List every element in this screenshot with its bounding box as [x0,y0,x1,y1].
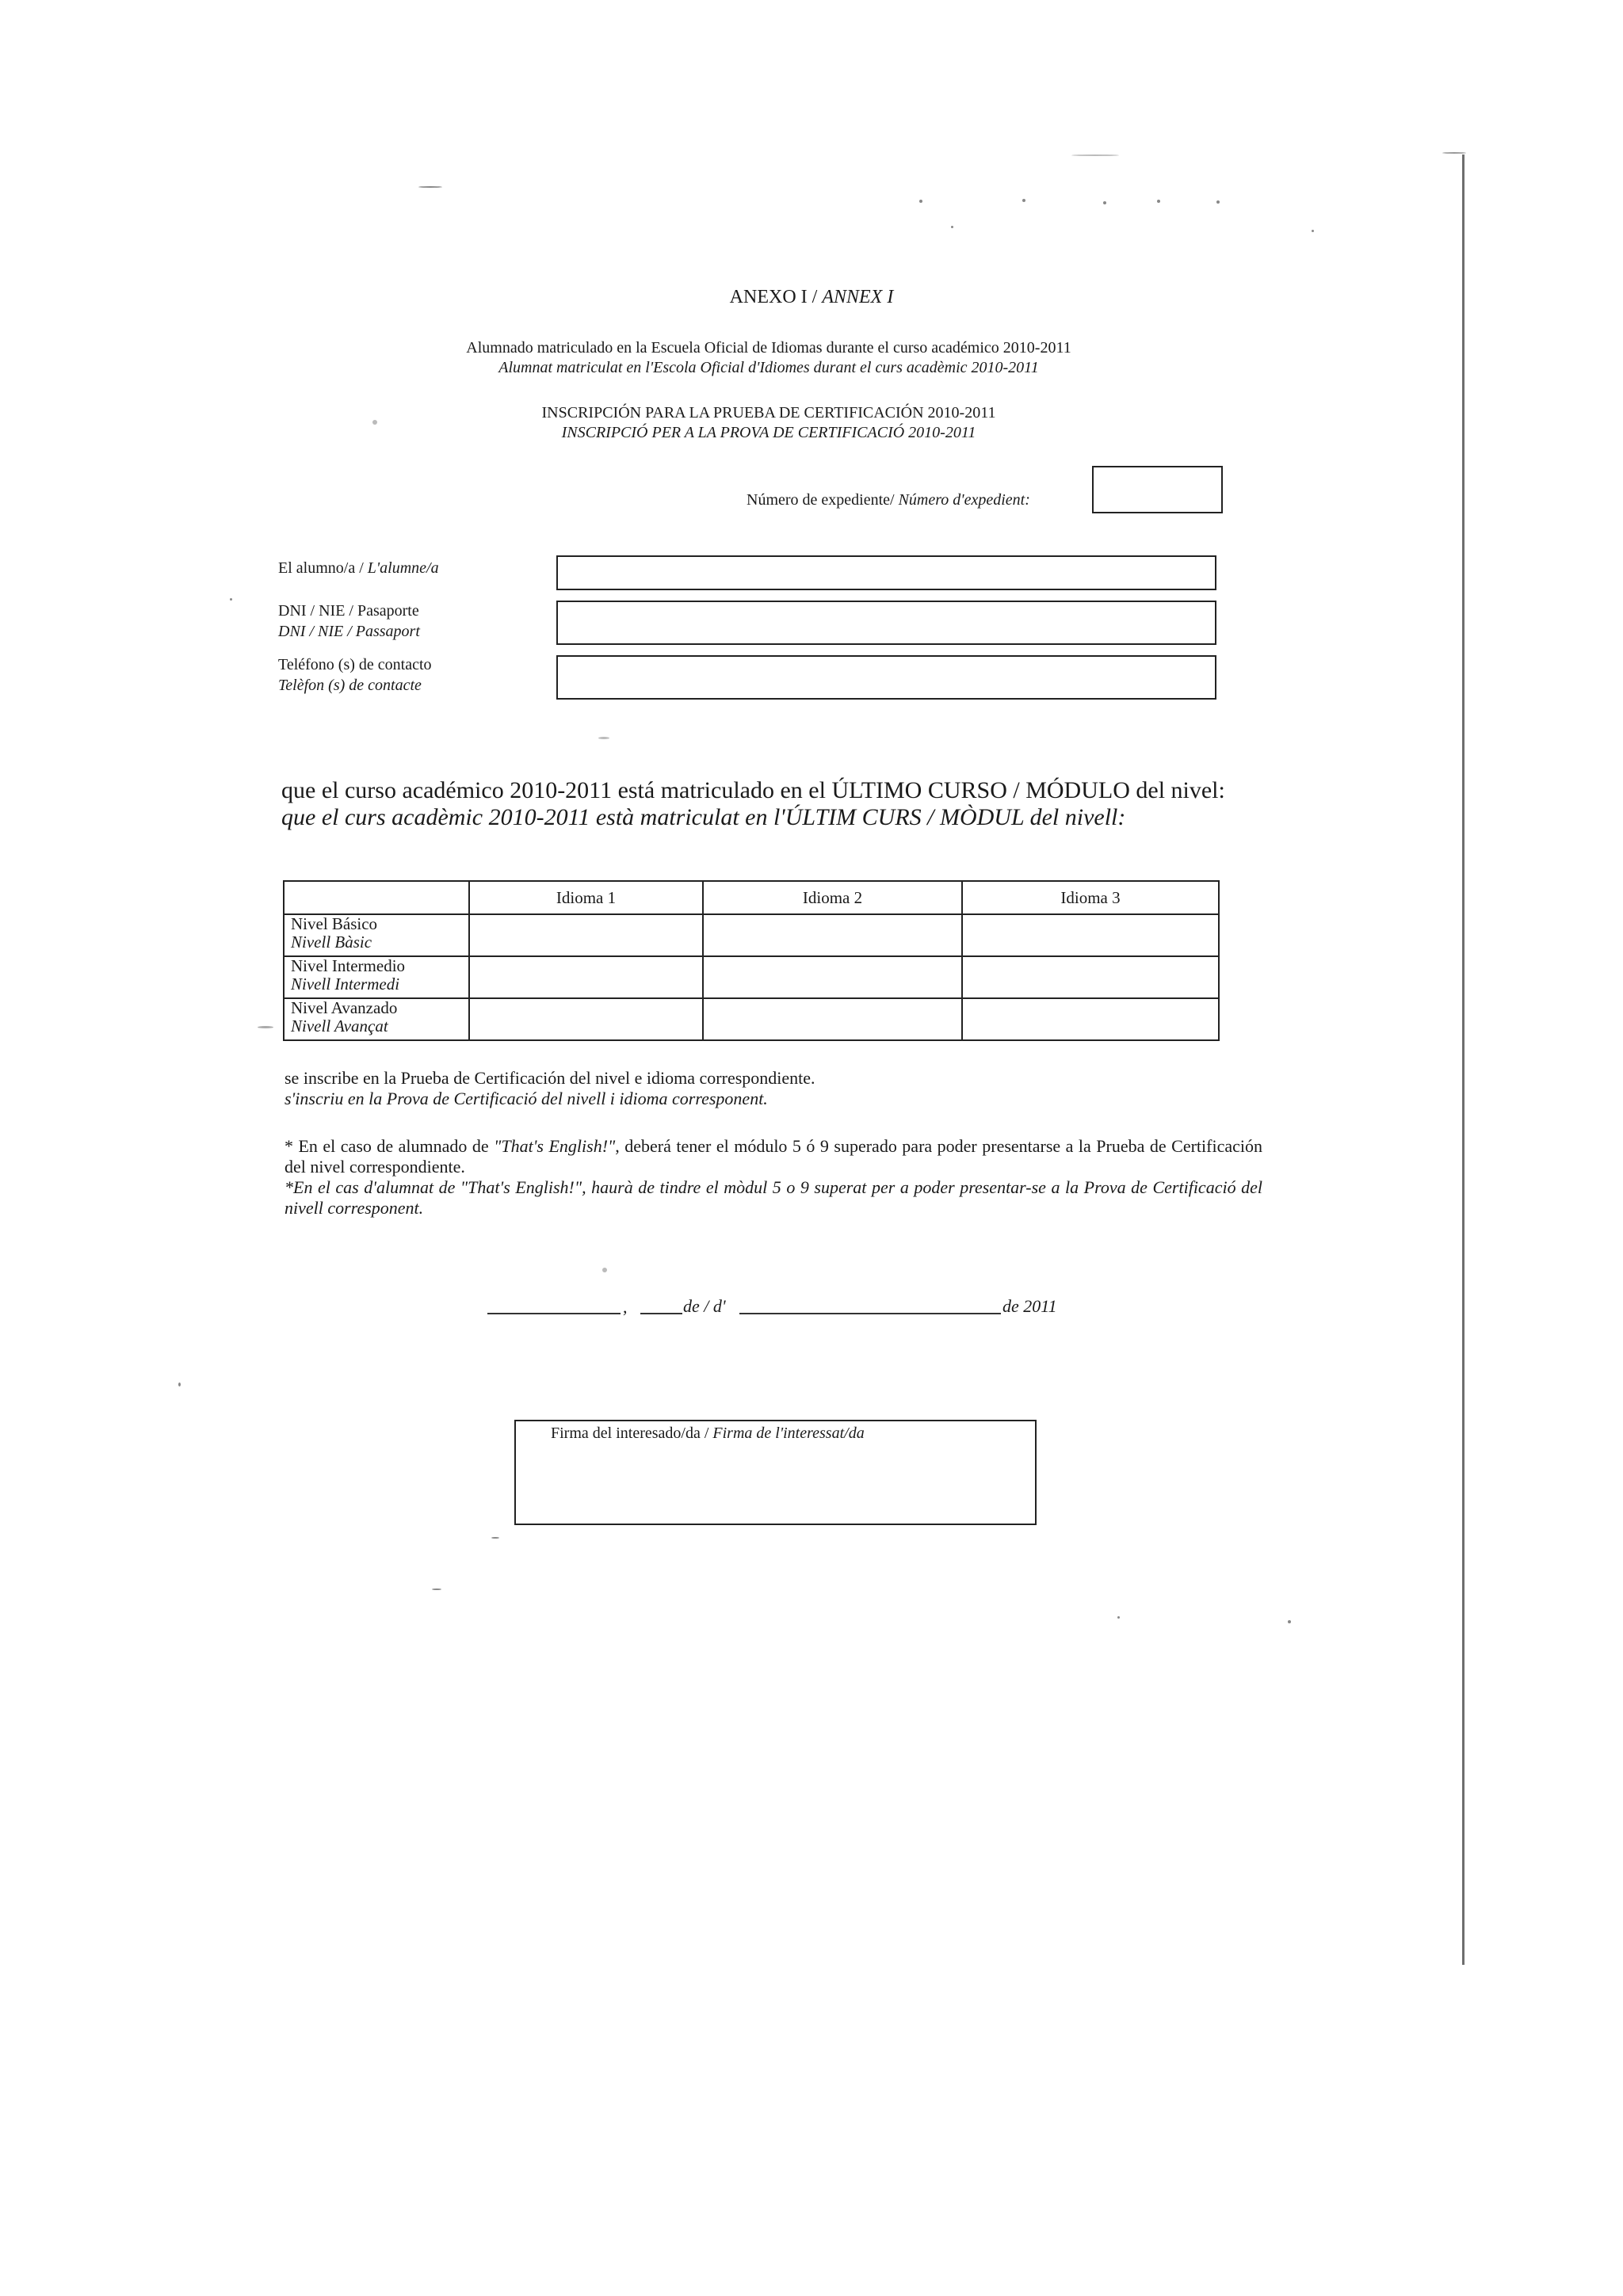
scan-speck [432,1589,441,1590]
level-name-es: Nivel Intermedio [291,956,406,975]
inscription-ca: s'inscriu en la Prova de Certificació del nivell i idioma corresponent. [285,1089,768,1108]
statement-es: que el curso académico 2010-2011 está matriculado en el ÚLTIMO CURSO / MÓDULO del nivel: [281,777,1225,803]
scan-speck [602,1268,607,1272]
expediente-field[interactable] [1092,466,1223,513]
scan-speck [1288,1620,1291,1623]
dni-field[interactable] [556,601,1216,645]
note-es [285,1136,1262,1177]
level-name-cell [284,914,469,956]
expediente-label [747,490,1030,509]
note-es-suffix: , deberá tener el módulo 5 ó 9 superado para poder presentarse a la Prueba de Certificación del nivel correspondiente. [285,1136,1262,1177]
level-cell-avanzado-idioma-3[interactable] [962,998,1219,1040]
level-name-ca: Nivell Bàsic [291,933,372,952]
inscription-es: se inscribe en la Prueba de Certificación del nivel e idioma correspondiente. [285,1068,815,1088]
alumno-label-es: El alumno/a / [278,559,368,577]
title-separator: / [807,287,823,307]
page-title [0,286,1623,308]
level-row-avanzado [284,998,1219,1040]
scan-speck [1312,230,1314,232]
scan-speck [1157,200,1160,203]
scan-speck [1117,1616,1120,1619]
header-idioma-3: Idioma 3 [962,881,1219,914]
scan-speck [178,1383,181,1386]
date-year-label: de 2011 [1002,1296,1057,1316]
level-cell-basico-idioma-1[interactable] [469,914,703,956]
heading-es: INSCRIPCIÓN PARA LA PRUEBA DE CERTIFICACIÓN 2010-2011 [541,404,996,421]
level-row-intermedio [284,956,1219,998]
note-es-quote: "That's English!" [494,1136,616,1156]
level-name-ca: Nivell Avançat [291,1016,388,1035]
subtitle-es: Alumnado matriculado en la Escuela Oficial de Idiomas durante el curso académico 2010-2011 [466,339,1071,357]
scan-speck [951,226,953,228]
scan-speck [1442,152,1466,154]
level-name-ca: Nivell Intermedi [291,974,400,994]
alumno-field[interactable] [556,555,1216,590]
header-cell-empty [284,881,469,914]
month-blank[interactable] [739,1313,1001,1314]
signature-label [551,1424,865,1443]
scan-speck [1071,154,1119,156]
note-es-prefix: * En el caso de alumnado de [285,1136,495,1156]
alumno-label [278,559,439,578]
date-de-label: de / d' [683,1296,726,1316]
header-idioma-1: Idioma 1 [469,881,703,914]
statement-ca: que el curs acadèmic 2010-2011 està matriculat en l'ÚLTIM CURS / MÒDUL del nivell: [281,804,1126,830]
scan-speck [1216,200,1220,204]
header-idioma-2: Idioma 2 [703,881,962,914]
level-cell-intermedio-idioma-2[interactable] [703,956,962,998]
telefono-label-es: Teléfono (s) de contacto [278,656,432,673]
level-cell-avanzado-idioma-2[interactable] [703,998,962,1040]
telefono-field[interactable] [556,655,1216,700]
place-blank[interactable] [487,1313,621,1314]
title-es: ANEXO I [729,287,808,307]
level-name-cell [284,998,469,1040]
scan-speck [258,1026,273,1028]
scan-speck [491,1537,499,1539]
level-cell-intermedio-idioma-1[interactable] [469,956,703,998]
expediente-label-es: Número de expediente/ [747,491,899,509]
levels-header-row [284,881,1219,914]
signature-label-es: Firma del interesado/da / [551,1425,713,1442]
level-row-basico [284,914,1219,956]
levels-table [283,880,1220,1041]
level-cell-basico-idioma-2[interactable] [703,914,962,956]
expediente-label-ca: Número d'expedient: [898,491,1030,509]
day-blank[interactable] [640,1313,682,1314]
level-cell-intermedio-idioma-3[interactable] [962,956,1219,998]
scan-speck [598,737,609,739]
note-ca: *En el cas d'alumnat de "That's English!", haurà de tindre el mòdul 5 o 9 superat per a poder presentar-se a la Prova de Certificació del nivell corresponent. [285,1177,1262,1218]
level-cell-avanzado-idioma-1[interactable] [469,998,703,1040]
dni-label-ca: DNI / NIE / Passaport [278,623,420,640]
title-ca: ANNEX I [822,287,894,307]
signature-box[interactable] [514,1420,1037,1525]
heading-ca: INSCRIPCIÓ PER A LA PROVA DE CERTIFICACIÓ 2010-2011 [561,424,976,441]
scan-speck [1022,199,1025,202]
telefono-label-ca: Telèfon (s) de contacte [278,677,422,694]
dni-label-es: DNI / NIE / Pasaporte [278,602,419,620]
signature-label-ca: Firma de l'interessat/da [712,1425,865,1442]
level-name-es: Nivel Básico [291,914,378,933]
level-name-cell [284,956,469,998]
level-name-es: Nivel Avanzado [291,998,398,1017]
level-cell-basico-idioma-3[interactable] [962,914,1219,956]
scan-speck [1103,201,1106,204]
scan-speck [919,200,922,203]
scan-speck [418,186,442,188]
scan-speck [230,598,232,601]
date-comma: , [623,1297,628,1317]
subtitle-ca: Alumnat matriculat en l'Escola Oficial d'Idiomes durant el curs acadèmic 2010-2011 [498,359,1039,376]
alumno-label-ca: L'alumne/a [367,559,439,577]
